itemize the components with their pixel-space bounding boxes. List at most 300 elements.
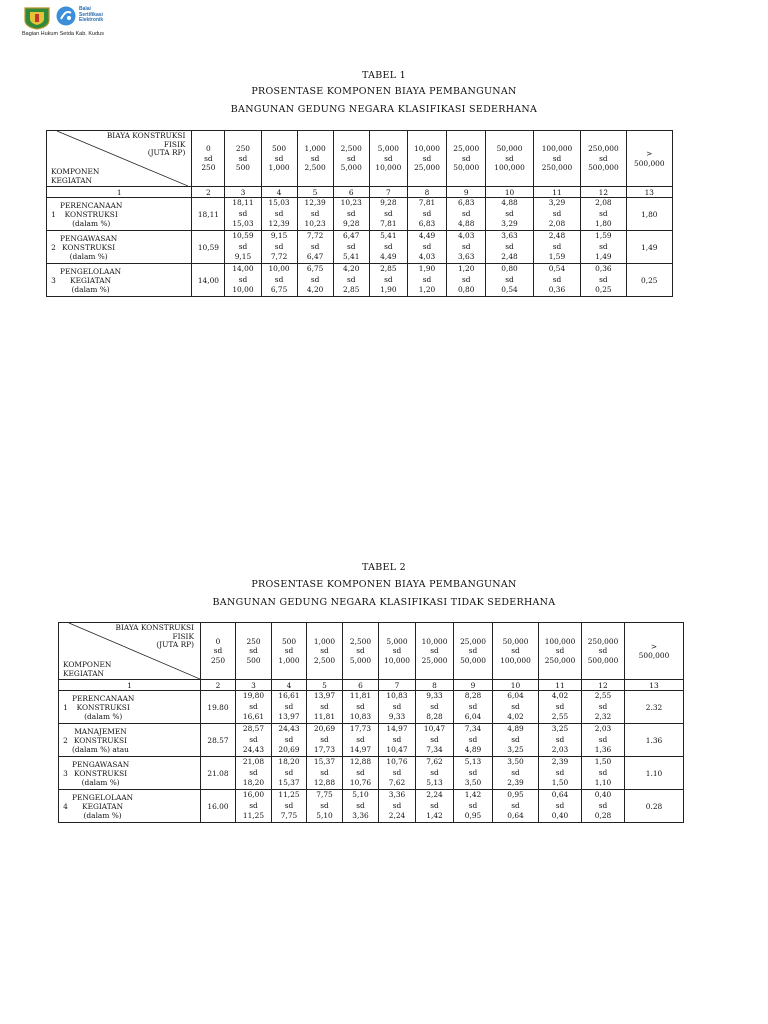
cell-line: 50,000 [496,144,523,154]
cell-line: sd [346,274,356,284]
cell-line: 500,000 [634,158,665,168]
component-label-line: (dalam %) [72,218,111,228]
cell-line: 9,28 [380,198,397,208]
cell-line: 11,25 [242,811,265,821]
header-top-label [115,624,194,650]
cell-line: 4,20 [306,285,324,295]
component-wrap [59,793,200,820]
range-value-cell [261,264,297,297]
cell-line: 2,500 [304,163,326,173]
cell-line: 17,73 [313,745,336,755]
cell-line: sd [511,701,520,711]
component-label-line: PENGAWASAN [72,759,130,769]
range-value-cell [447,264,486,297]
range-value-cell [581,198,626,231]
column-number-cell: 11 [539,680,582,691]
cell-line: sd [356,701,365,711]
range-header-cell [192,131,225,187]
cell-line: 4,03 [418,252,436,262]
column-number-cell: 7 [369,187,407,198]
cell-line: 10,00 [232,285,254,295]
table-row [47,198,673,231]
range-header-cell [369,131,407,187]
cell-line: 4,02 [507,712,524,722]
cell-line: 0,40 [551,811,569,821]
cell-line: sd [598,701,608,711]
column-number-cell: 3 [236,680,272,691]
cell-line: 1,50 [594,757,612,767]
cell-line: 0,64 [551,790,569,800]
cell-line: 1,000 [313,636,336,646]
cell-line: sd [392,734,402,744]
cell-line: 0,28 [594,811,612,821]
cell-line: 4,89 [507,724,524,734]
component-wrap [47,234,191,261]
range-value-cell [379,724,416,757]
cell-line: 5,41 [380,231,397,241]
cell-line: 100,000 [544,636,576,646]
cell-line: 250 [210,655,226,665]
cell-line: 3,36 [388,790,406,800]
range-value-cell [582,691,625,724]
column-number-cell: 1 [47,187,192,198]
component-cell [59,691,201,724]
range-header-cell [201,623,236,680]
range-value-cell [272,757,307,790]
component-label [72,727,129,754]
cell-line: 5,10 [352,790,369,800]
cell-line: 16,00 [242,790,265,800]
column-number-cell: 9 [454,680,493,691]
row-number: 2 [51,242,56,252]
cell-line: 1,000 [268,163,290,173]
cell-line: 3,50 [464,778,482,788]
cell-line: sd [384,241,393,251]
cell-line: sd [555,646,565,656]
table1 [46,130,673,297]
cell-line: 20,69 [313,724,336,734]
cell-line: 15,03 [232,219,254,229]
cell-line: 13,97 [313,691,336,701]
cell-line: > [650,641,658,651]
cell-line: sd [599,208,608,218]
table2 [58,622,684,823]
cell-line: sd [274,241,284,251]
cell-line: 28,57 [242,724,265,734]
cell-line: 4,03 [457,231,475,241]
cell-line: 5,000 [340,163,362,173]
cell-line: 18,20 [278,757,300,767]
range-value-cell [533,198,580,231]
cell-line: 2,03 [551,745,569,755]
range-value-cell [307,790,343,823]
cell-line: sd [284,767,294,777]
cell-line: 3,29 [548,198,566,208]
cell-line: 15,03 [268,198,290,208]
cell-line: sd [511,646,520,656]
range-header-cell [454,623,493,680]
cell-line: 10,000 [384,655,410,665]
range-header-cell [447,131,486,187]
range-header-cell [493,623,539,680]
column-number-cell: 5 [297,187,333,198]
cell-line: 4,89 [464,745,482,755]
cell-line: sd [213,646,223,656]
cell-line: sd [356,646,365,656]
cell-line: sd [274,208,284,218]
range-value-cell [343,757,379,790]
range-header-cell [625,623,684,680]
table-row [59,757,684,790]
row-number: 4 [63,801,68,811]
last-range-value: 1.10 [625,757,684,790]
cell-line: 4,49 [418,231,436,241]
cell-line: sd [599,274,608,284]
cell-line: 5,13 [426,778,443,788]
column-number-cell: 2 [201,680,236,691]
cell-line: 3,50 [507,757,524,767]
cell-line: sd [598,800,608,810]
header-bottom-line: KEGIATAN [63,669,105,678]
cell-line: sd [310,208,320,218]
component-label-line: KONSTRUKSI [73,735,128,745]
cell-line: sd [598,767,608,777]
cell-line: 250,000 [588,144,619,154]
cell-line: 250,000 [544,655,576,665]
component-label-line: PENGELOLAAN [60,266,122,276]
cell-line: sd [461,153,471,163]
cell-line: sd [430,734,439,744]
column-number-cell: 4 [261,187,297,198]
range-header-cell [626,131,672,187]
cell-line: 3,25 [551,724,569,734]
range-value-cell [581,264,626,297]
cell-line: 10,59 [232,231,254,241]
range-value-cell [272,724,307,757]
last-range-value: 1,80 [626,198,672,231]
component-label-line: PENGAWASAN [60,233,118,243]
range-header-cell [486,131,533,187]
cell-line: 8,28 [426,712,443,722]
cell-line: sd [599,153,608,163]
cell-line: 50,000 [460,655,486,665]
cell-line: > [646,149,653,158]
cell-line: 25,000 [453,144,480,154]
column-number-cell: 11 [533,187,580,198]
range-value-cell [493,790,539,823]
cell-line: 2,03 [594,724,612,734]
cell-line: sd [555,701,565,711]
component-label [60,234,117,261]
cell-line: 21,08 [242,757,265,767]
cell-line: 250 [246,636,261,646]
range-value-cell [416,790,454,823]
range-value-cell [493,724,539,757]
cell-line: 9,33 [426,691,443,701]
range-value-cell [379,691,416,724]
range-value-cell [447,231,486,264]
range-value-cell [379,790,416,823]
cell-line: sd [552,153,562,163]
cell-line: sd [392,646,402,656]
cell-line: 250 [235,144,250,154]
first-range-value: 16.00 [201,790,236,823]
range-value-cell [307,691,343,724]
cell-line: 5,000 [386,636,408,646]
component-label-line: PENGELOLAAN [72,792,134,802]
cell-line: sd [511,767,520,777]
cell-line: sd [356,767,365,777]
range-value-cell [261,231,297,264]
cell-line: 6,83 [418,219,436,229]
cell-line: sd [468,734,478,744]
range-value-cell [333,198,369,231]
component-label-line: (dalam %) atau [72,744,129,754]
component-label [72,760,129,787]
cell-line: 11,81 [349,691,372,701]
cell-line: sd [422,153,432,163]
column-number-cell: 5 [307,680,343,691]
cell-line: 6,47 [343,231,360,241]
cell-line: sd [430,646,439,656]
header-bottom-label [63,660,111,678]
cell-line: 50,000 [502,636,529,646]
cell-line: sd [249,701,258,711]
cell-line: 14,97 [386,724,408,734]
range-value-cell [486,231,533,264]
range-value-cell [493,757,539,790]
cell-line: 13,97 [278,712,300,722]
range-value-cell [533,231,580,264]
cell-line: 14,97 [349,745,372,755]
header-bottom-line: KEGIATAN [51,176,93,185]
cell-line: 1,42 [464,790,482,800]
cell-line: 7,75 [280,811,298,821]
cell-line: 2,500 [313,655,336,665]
cell-line: 50,000 [453,163,480,173]
column-number-cell: 7 [379,680,416,691]
range-value-cell [539,724,582,757]
first-range-value: 10,59 [192,231,225,264]
cell-line: 3,63 [457,252,475,262]
range-value-cell [454,691,493,724]
range-value-cell [369,231,407,264]
cell-line: 1,59 [595,231,612,241]
cell-line: 25,000 [421,655,448,665]
cell-line: 1,49 [595,252,612,262]
component-wrap [47,267,191,294]
cell-line: 500 [271,144,287,154]
cell-line: sd [552,208,562,218]
bsre-logo-text: Balai Sertifikasi Elektronik [79,6,104,23]
cell-line: sd [384,153,393,163]
column-number-row [47,187,673,198]
range-value-cell [343,790,379,823]
cell-line: 4,88 [457,219,475,229]
table1-label: TABEL 1 [361,70,407,81]
cell-line: sd [598,734,608,744]
component-label-line: MANAJEMEN [74,726,127,736]
table2-subtitle: BANGUNAN GEDUNG NEGARA KLASIFIKASI TIDAK SEDERHANA [212,597,556,608]
cell-line: 1,36 [594,745,612,755]
component-cell [47,231,192,264]
cell-line: 8,28 [464,691,482,701]
cell-line: 0,36 [595,264,612,274]
range-value-cell [261,198,297,231]
last-range-value: 0.28 [625,790,684,823]
cell-line: 0,64 [507,811,524,821]
cell-line: sd [320,701,329,711]
range-header-cell [333,131,369,187]
cell-line: 250 [201,163,216,173]
range-value-cell [225,198,261,231]
cell-line: sd [511,734,520,744]
component-label [60,201,122,228]
cell-line: 1,000 [278,655,300,665]
range-value-cell [333,264,369,297]
cell-line: 1,20 [457,264,475,274]
cell-line: sd [468,646,478,656]
range-value-cell [307,724,343,757]
header-diagonal-cell [47,131,192,187]
table-row [47,264,673,297]
cell-line: sd [555,767,565,777]
cell-line: sd [430,767,439,777]
cell-line: 10,47 [423,724,446,734]
column-number-cell: 8 [407,187,446,198]
cell-line: sd [320,646,329,656]
range-header-cell [343,623,379,680]
cell-line: sd [310,274,320,284]
cell-line: sd [552,241,562,251]
kudus-crest-icon [22,6,52,30]
cell-line: 10,76 [386,757,408,767]
cell-line: sd [461,208,471,218]
cell-line: 4,20 [343,264,360,274]
cell-line: 20,69 [278,745,300,755]
cell-line: 9,33 [388,712,406,722]
cell-line: 0 [215,636,221,646]
cell-line: 7,62 [388,778,406,788]
cell-line: sd [310,241,320,251]
last-range-value: 0,25 [626,264,672,297]
cell-line: sd [356,800,365,810]
column-number-cell: 2 [192,187,225,198]
cell-line: 10,76 [349,778,372,788]
cell-line: 6,75 [306,264,324,274]
cell-line: 0 [206,144,211,154]
cell-line: 3,25 [507,745,524,755]
cell-line: 6,04 [507,691,524,701]
cell-line: 2,500 [349,636,372,646]
cell-line: 2,39 [551,757,569,767]
row-number: 3 [51,275,56,285]
cell-line: 24,43 [278,724,300,734]
cell-line: 9,28 [343,219,360,229]
header-diagonal-cell [59,623,201,680]
header-top-line: (JUTA RP) [147,148,186,157]
component-label [72,793,133,820]
table2-title: PROSENTASE KOMPONEN BIAYA PEMBANGUNAN [251,579,517,590]
range-value-cell [486,264,533,297]
cell-line: 2,48 [548,231,566,241]
cell-line: 7,34 [426,745,443,755]
component-label-line: (dalam %) [69,251,108,261]
cell-line: 4,02 [551,691,569,701]
cell-line: 6,75 [270,285,288,295]
cell-line: 4,49 [380,252,397,262]
cell-line: 100,000 [500,655,531,665]
range-value-cell [539,691,582,724]
cell-line: 24,43 [242,745,265,755]
range-value-cell [454,790,493,823]
cell-line: 0,80 [457,285,475,295]
column-number-cell: 9 [447,187,486,198]
cell-line: 10,000 [375,163,402,173]
cell-line: 250,000 [587,636,619,646]
component-label-line: KONSTRUKSI [62,242,116,252]
header-bottom-line: KOMPONEN [63,660,112,669]
header-top-line: (JUTA RP) [156,640,194,649]
cell-line: sd [249,646,258,656]
component-label-line: PERENCANAAN [60,200,123,210]
cell-line: sd [422,208,432,218]
cell-line: 12,88 [349,757,372,767]
range-header-cell [539,623,582,680]
cell-line: 5,000 [377,144,399,154]
range-value-cell [486,198,533,231]
header-logos [22,6,162,38]
cell-line: sd [392,701,402,711]
component-label-line: KONSTRUKSI [64,209,118,219]
table1-title: PROSENTASE KOMPONEN BIAYA PEMBANGUNAN [251,86,517,97]
cell-line: sd [505,274,514,284]
cell-line: 17,73 [349,724,372,734]
component-label [60,267,121,294]
component-cell [47,264,192,297]
cell-line: 16,61 [242,712,265,722]
range-value-cell [416,691,454,724]
header-top-line: FISIK [163,139,186,149]
cell-line: sd [505,241,514,251]
cell-line: 2,24 [426,790,443,800]
header-top-line: BIAYA KONSTRUKSI [115,623,194,632]
first-range-value: 19.80 [201,691,236,724]
component-cell [59,724,201,757]
cell-line: sd [284,701,294,711]
bsre-logo-icon [56,6,76,26]
cell-line: 7,62 [426,757,443,767]
cell-line: 0,54 [501,285,518,295]
last-range-value: 1.36 [625,724,684,757]
table2-label: TABEL 2 [361,562,407,573]
range-header-cell [272,623,307,680]
column-number-cell: 4 [272,680,307,691]
cell-line: 1,90 [418,264,436,274]
cell-line: sd [392,800,402,810]
cell-line: 1,50 [551,778,569,788]
cell-line: 2,500 [340,144,362,154]
range-header-cell [533,131,580,187]
range-value-cell [236,757,272,790]
column-number-cell: 10 [493,680,539,691]
cell-line: sd [274,153,284,163]
cell-line: 10,47 [386,745,408,755]
range-value-cell [454,757,493,790]
cell-line: 7,75 [316,790,333,800]
range-value-cell [236,724,272,757]
column-number-cell: 3 [225,187,261,198]
